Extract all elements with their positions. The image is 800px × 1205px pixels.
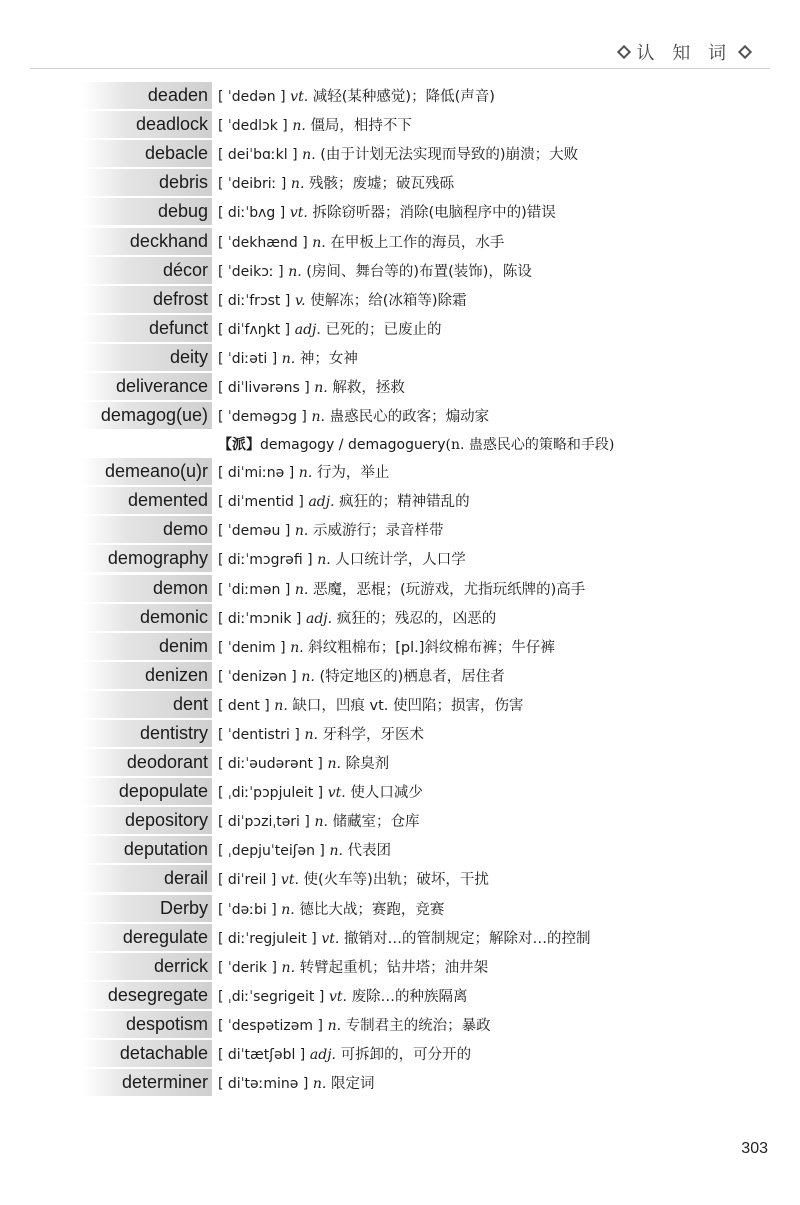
meaning: 行为，举止 bbox=[316, 465, 390, 482]
part-of-speech: adj. bbox=[309, 1047, 336, 1064]
dictionary-entry bbox=[82, 952, 722, 981]
part-of-speech: n. bbox=[301, 668, 315, 685]
part-of-speech: n. bbox=[290, 176, 305, 193]
meaning: 德比大战；赛跑，竞赛 bbox=[299, 901, 445, 918]
dictionary-entry bbox=[82, 835, 722, 864]
dictionary-entry bbox=[82, 894, 722, 923]
dictionary-entry bbox=[82, 197, 722, 226]
headword: denim bbox=[82, 633, 212, 660]
headword: deregulate bbox=[82, 924, 212, 951]
pronunciation: [ ˈdenim ] bbox=[218, 639, 286, 656]
definition bbox=[218, 114, 412, 135]
part-of-speech: n. bbox=[311, 409, 325, 426]
dictionary-entry bbox=[82, 574, 722, 603]
diamond-left-icon bbox=[616, 45, 630, 59]
pronunciation: [ diˈtəːminə ] bbox=[218, 1076, 309, 1093]
dictionary-entry bbox=[82, 1039, 722, 1068]
headword: debug bbox=[82, 198, 212, 225]
part-of-speech: n. bbox=[314, 379, 328, 396]
pronunciation: [ deiˈbɑːkl ] bbox=[218, 147, 298, 164]
part-of-speech: adj. bbox=[294, 321, 321, 338]
meaning: (由于计划无法实现而导致的)崩溃；大败 bbox=[320, 147, 579, 164]
part-of-speech: n. bbox=[312, 234, 326, 251]
pronunciation: [ ˌdepjuˈteiʃən ] bbox=[218, 843, 325, 860]
definition bbox=[218, 956, 488, 977]
pronunciation: [ ˈdeməu ] bbox=[218, 523, 291, 540]
pronunciation: [ diˈfʌŋkt ] bbox=[218, 321, 291, 338]
meaning: 减轻(某种感觉)；降低(声音) bbox=[312, 89, 495, 106]
dictionary-entry bbox=[82, 1010, 722, 1039]
meaning: 限定词 bbox=[330, 1076, 375, 1093]
dictionary-entry bbox=[82, 1068, 722, 1097]
headword: demented bbox=[82, 487, 212, 514]
derived-note: (n. 蛊惑民心的策略和手段) bbox=[445, 436, 615, 453]
part-of-speech: n. bbox=[327, 756, 341, 773]
part-of-speech: n. bbox=[329, 843, 343, 860]
pronunciation: [ diːˈmɔgrəfi ] bbox=[218, 552, 313, 569]
meaning: 已死的；已废止的 bbox=[325, 321, 442, 338]
definition bbox=[218, 1014, 491, 1035]
part-of-speech: n. bbox=[281, 959, 296, 976]
definition bbox=[218, 578, 585, 599]
pronunciation: [ diːˈregjuleit ] bbox=[218, 930, 317, 947]
definition bbox=[218, 868, 489, 889]
page-number: 303 bbox=[741, 1140, 768, 1157]
dictionary-entry bbox=[82, 603, 722, 632]
pronunciation: [ ˈdedlɔk ] bbox=[218, 118, 288, 135]
meaning: 在甲板上工作的海员，水手 bbox=[330, 234, 505, 251]
definition bbox=[218, 898, 444, 919]
pronunciation: [ diːˈəudərənt ] bbox=[218, 756, 323, 773]
headword: demagog(ue) bbox=[82, 402, 212, 429]
pronunciation: [ diˈmentid ] bbox=[218, 494, 304, 511]
part-of-speech: vt. bbox=[290, 89, 309, 106]
headword: deckhand bbox=[82, 228, 212, 255]
headword: décor bbox=[82, 257, 212, 284]
pronunciation: [ ˈdiːmən ] bbox=[218, 581, 291, 598]
derived-words-row bbox=[82, 430, 722, 457]
definition bbox=[218, 231, 504, 252]
meaning: 使(火车等)出轨；破坏，干扰 bbox=[303, 872, 489, 889]
section-title: 认 知 词 bbox=[636, 43, 732, 64]
meaning: 解救，拯救 bbox=[332, 379, 405, 396]
dictionary-entry bbox=[82, 719, 722, 748]
header-divider bbox=[30, 68, 770, 69]
headword: desegregate bbox=[82, 982, 212, 1009]
headword: defrost bbox=[82, 286, 212, 313]
pronunciation: [ diːˈfrɔst ] bbox=[218, 292, 291, 309]
pronunciation: [ ˈdedən ] bbox=[218, 89, 286, 106]
dictionary-entry bbox=[82, 515, 722, 544]
part-of-speech: n. bbox=[274, 697, 288, 714]
part-of-speech: n. bbox=[281, 901, 295, 918]
meaning: 专制君主的统治；暴政 bbox=[345, 1017, 491, 1034]
meaning: 可拆卸的，可分开的 bbox=[340, 1047, 472, 1064]
page-header bbox=[619, 38, 750, 66]
dictionary-entry bbox=[82, 544, 722, 573]
pronunciation: [ diˈpɔziˌtəri ] bbox=[218, 814, 310, 831]
dictionary-entry bbox=[82, 806, 722, 835]
pronunciation: [ dent ] bbox=[218, 697, 270, 714]
definition bbox=[218, 347, 358, 368]
headword: demeano(u)r bbox=[82, 458, 212, 485]
pronunciation: [ ˌdiːˈpɔpjuleit ] bbox=[218, 785, 324, 802]
part-of-speech: adj. bbox=[308, 494, 335, 511]
part-of-speech: vt. bbox=[328, 988, 347, 1005]
dictionary-entry bbox=[82, 343, 722, 372]
definition bbox=[218, 607, 496, 628]
meaning: 转臂起重机；钻井塔；油井架 bbox=[299, 959, 489, 976]
part-of-speech: n. bbox=[294, 523, 309, 540]
meaning: 斜纹粗棉布；[pl.]斜纹棉布裤；牛仔裤 bbox=[308, 639, 555, 656]
part-of-speech: n. bbox=[317, 552, 331, 569]
part-of-speech: vt. bbox=[321, 930, 340, 947]
headword: despotism bbox=[82, 1011, 212, 1038]
meaning: 除臭剂 bbox=[345, 756, 390, 773]
pronunciation: [ ˈdenizən ] bbox=[218, 668, 297, 685]
definition bbox=[218, 376, 405, 397]
headword: detachable bbox=[82, 1040, 212, 1067]
definition bbox=[218, 810, 420, 831]
derived-text bbox=[218, 434, 614, 454]
definition bbox=[218, 839, 391, 860]
pronunciation: [ ˈdeməgɔg ] bbox=[218, 409, 307, 426]
definition bbox=[218, 289, 467, 310]
headword: dent bbox=[82, 691, 212, 718]
part-of-speech: n. bbox=[314, 814, 328, 831]
dictionary-entry bbox=[82, 372, 722, 401]
definition bbox=[218, 694, 523, 715]
meaning: 牙科学，牙医术 bbox=[322, 727, 425, 744]
definition bbox=[218, 665, 505, 686]
meaning: 疯狂的；残忍的，凶恶的 bbox=[336, 610, 497, 627]
definition bbox=[218, 519, 443, 540]
pronunciation: [ diːˈmɔnik ] bbox=[218, 610, 302, 627]
pronunciation: [ diˈtætʃəbl ] bbox=[218, 1047, 306, 1064]
part-of-speech: n. bbox=[290, 639, 304, 656]
definition bbox=[218, 723, 424, 744]
headword: deadlock bbox=[82, 111, 212, 138]
definition bbox=[218, 461, 389, 482]
pronunciation: [ diˈmiːnə ] bbox=[218, 465, 295, 482]
pronunciation: [ ˈdekhænd ] bbox=[218, 234, 308, 251]
definition bbox=[218, 781, 423, 802]
definition bbox=[218, 201, 556, 222]
definition bbox=[218, 260, 532, 281]
part-of-speech: n. bbox=[304, 727, 318, 744]
headword: depository bbox=[82, 807, 212, 834]
headword: derrick bbox=[82, 953, 212, 980]
part-of-speech: v. bbox=[294, 292, 306, 309]
definition bbox=[218, 490, 470, 511]
meaning: 撤销对…的管制规定；解除对…的控制 bbox=[343, 930, 591, 947]
pronunciation: [ ˈdentistri ] bbox=[218, 727, 300, 744]
derived-words: demagogy / demagoguery bbox=[260, 436, 446, 453]
headword: demo bbox=[82, 516, 212, 543]
dictionary-entry bbox=[82, 139, 722, 168]
diamond-right-icon bbox=[738, 45, 752, 59]
definition bbox=[218, 1043, 471, 1064]
definition bbox=[218, 548, 466, 569]
headword: denizen bbox=[82, 662, 212, 689]
headword: demon bbox=[82, 575, 212, 602]
dictionary-entry bbox=[82, 777, 722, 806]
dictionary-entry bbox=[82, 864, 722, 893]
dictionary-entry bbox=[82, 690, 722, 719]
dictionary-entry bbox=[82, 401, 722, 430]
meaning: 僵局，相持不下 bbox=[310, 118, 412, 135]
meaning: 废除…的种族隔离 bbox=[351, 988, 468, 1005]
meaning: 人口统计学，人口学 bbox=[335, 552, 466, 569]
part-of-speech: n. bbox=[302, 147, 316, 164]
headword: debacle bbox=[82, 140, 212, 167]
part-of-speech: n. bbox=[281, 350, 296, 367]
meaning: 缺口，凹痕 vt. 使凹陷；损害，伤害 bbox=[292, 697, 524, 714]
headword: deliverance bbox=[82, 373, 212, 400]
dictionary-entry bbox=[82, 285, 722, 314]
meaning: 示威游行；录音样带 bbox=[312, 523, 444, 540]
headword: demonic bbox=[82, 604, 212, 631]
dictionary-entry bbox=[82, 748, 722, 777]
part-of-speech: n. bbox=[292, 118, 306, 135]
meaning: 储藏室；仓库 bbox=[332, 814, 420, 831]
headword: deodorant bbox=[82, 749, 212, 776]
pronunciation: [ diːˈbʌg ] bbox=[218, 205, 286, 222]
definition bbox=[218, 927, 590, 948]
dictionary-entry bbox=[82, 256, 722, 285]
part-of-speech: n. bbox=[294, 581, 309, 598]
headword: depopulate bbox=[82, 778, 212, 805]
meaning: 恶魔，恶棍；(玩游戏，尤指玩纸牌的)高手 bbox=[312, 581, 586, 598]
dictionary-entry bbox=[82, 923, 722, 952]
headword: Derby bbox=[82, 895, 212, 922]
pronunciation: [ ˌdiːˈsegrigeit ] bbox=[218, 988, 325, 1005]
dictionary-entry bbox=[82, 457, 722, 486]
definition bbox=[218, 143, 578, 164]
headword: defunct bbox=[82, 315, 212, 342]
meaning: 疯狂的；精神错乱的 bbox=[339, 494, 470, 511]
meaning: 残骸；废墟；破瓦残砾 bbox=[309, 176, 454, 193]
meaning: 使人口减少 bbox=[350, 785, 423, 802]
definition bbox=[218, 1072, 374, 1093]
part-of-speech: adj. bbox=[305, 610, 333, 627]
definition bbox=[218, 636, 555, 657]
headword: deputation bbox=[82, 836, 212, 863]
headword: deity bbox=[82, 344, 212, 371]
pronunciation: [ ˈdespətizəm ] bbox=[218, 1017, 323, 1034]
meaning: 使解冻；给(冰箱等)除霜 bbox=[310, 292, 467, 309]
dictionary-entry bbox=[82, 168, 722, 197]
meaning: 拆除窃听器；消除(电脑程序中的)错误 bbox=[312, 205, 556, 222]
dictionary-entry bbox=[82, 981, 722, 1010]
pronunciation: [ ˈderik ] bbox=[218, 959, 277, 976]
meaning: (房间、舞台等的)布置(装饰)，陈设 bbox=[306, 263, 532, 280]
definition bbox=[218, 752, 389, 773]
dictionary-entry bbox=[82, 81, 722, 110]
pronunciation: [ ˈdeikɔː ] bbox=[218, 263, 284, 280]
part-of-speech: vt. bbox=[280, 872, 299, 889]
part-of-speech: n. bbox=[327, 1017, 342, 1034]
derived-tag: 【派】 bbox=[218, 436, 260, 453]
pronunciation: [ ˈdəːbi ] bbox=[218, 901, 277, 918]
part-of-speech: vt. bbox=[289, 205, 308, 222]
meaning: (特定地区的)栖息者，居住者 bbox=[319, 668, 505, 685]
entry-list bbox=[82, 81, 722, 1097]
part-of-speech: vt. bbox=[327, 785, 346, 802]
dictionary-entry bbox=[82, 226, 722, 255]
pronunciation: [ ˈdeibriː ] bbox=[218, 176, 287, 193]
headword: demography bbox=[82, 545, 212, 572]
definition bbox=[218, 172, 454, 193]
part-of-speech: n. bbox=[288, 263, 302, 280]
dictionary-entry bbox=[82, 110, 722, 139]
headword: deaden bbox=[82, 82, 212, 109]
dictionary-entry bbox=[82, 632, 722, 661]
part-of-speech: n. bbox=[312, 1076, 327, 1093]
pronunciation: [ diˈreil ] bbox=[218, 872, 277, 889]
pronunciation: [ diˈlivərəns ] bbox=[218, 379, 310, 396]
pronunciation: [ ˈdiːəti ] bbox=[218, 350, 278, 367]
meaning: 蛊惑民心的政客；煽动家 bbox=[329, 409, 490, 426]
definition bbox=[218, 85, 495, 106]
headword: determiner bbox=[82, 1069, 212, 1096]
dictionary-entry bbox=[82, 661, 722, 690]
dictionary-entry bbox=[82, 314, 722, 343]
definition bbox=[218, 318, 441, 339]
meaning: 代表团 bbox=[347, 843, 392, 860]
headword: debris bbox=[82, 169, 212, 196]
headword: dentistry bbox=[82, 720, 212, 747]
definition bbox=[218, 985, 468, 1006]
part-of-speech: n. bbox=[298, 465, 313, 482]
meaning: 神；女神 bbox=[299, 350, 358, 367]
dictionary-entry bbox=[82, 486, 722, 515]
definition bbox=[218, 405, 489, 426]
headword: derail bbox=[82, 865, 212, 892]
